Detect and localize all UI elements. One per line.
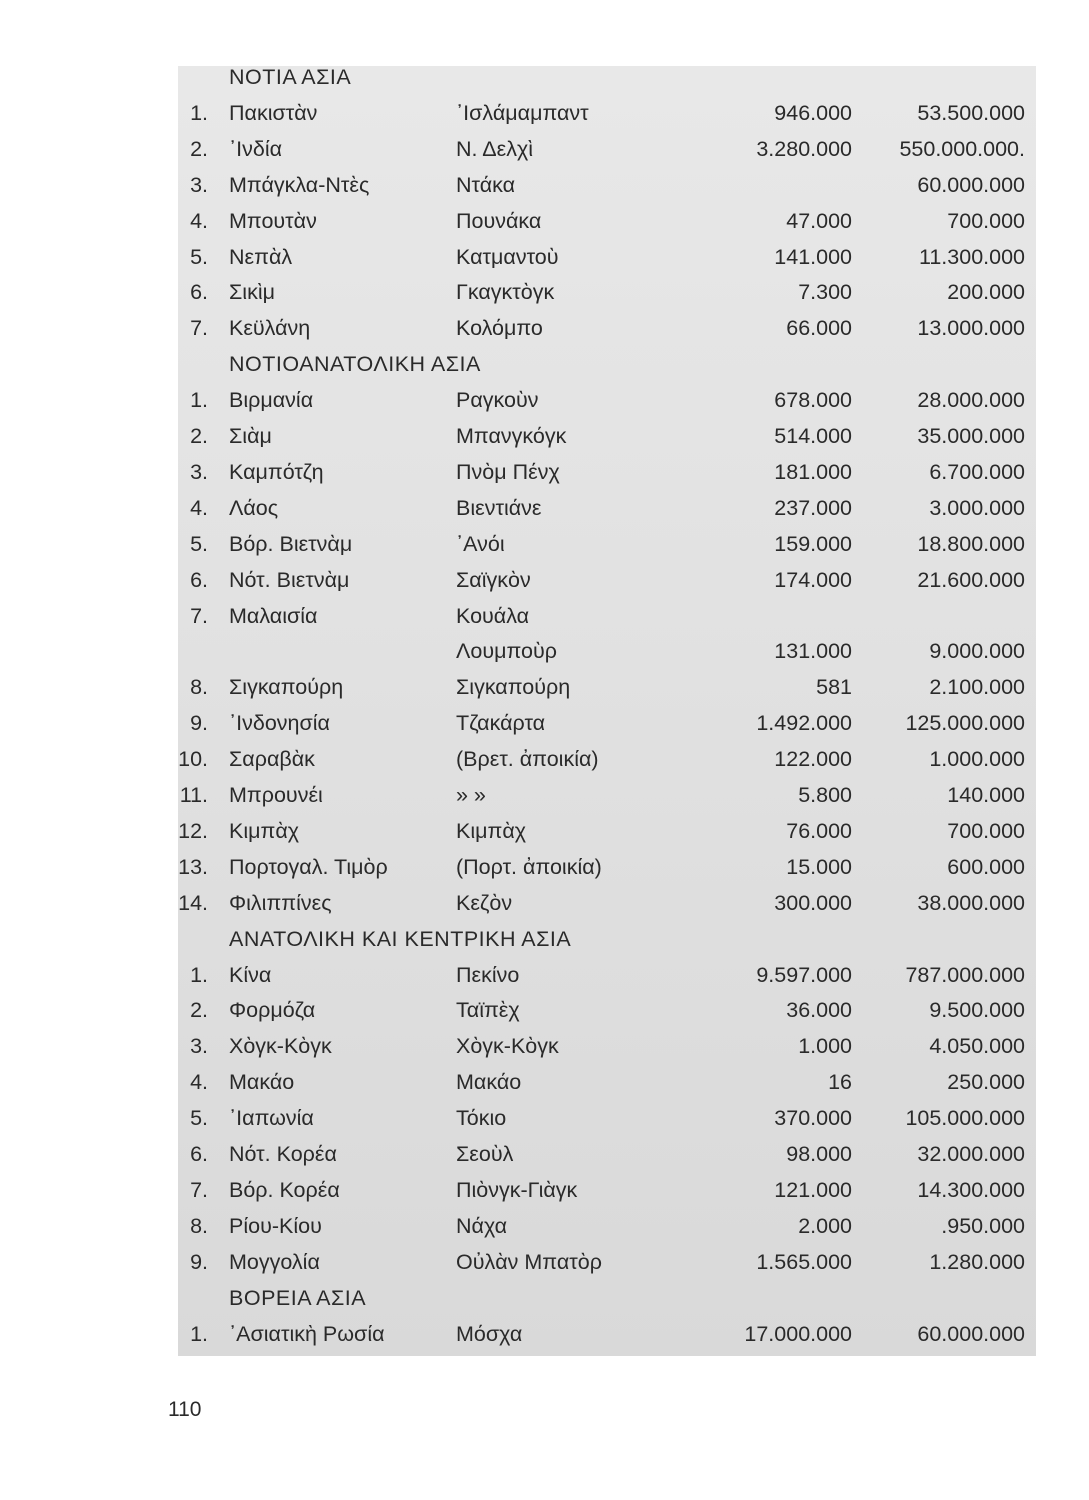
population-value: 21.600.000 bbox=[917, 567, 1025, 592]
capital-city: Μπανγκόγκ bbox=[456, 424, 567, 448]
population-value: 9.500.000 bbox=[929, 998, 1025, 1023]
country-name: ᾿Ινδονησία bbox=[229, 711, 330, 736]
country-name: Μπρουνέι bbox=[229, 783, 323, 807]
capital-city: (Πορτ. ἀποικία) bbox=[456, 854, 602, 879]
country-name: Σιὰμ bbox=[229, 424, 272, 448]
country-name: Φορμόζα bbox=[229, 998, 316, 1023]
area-value: 36.000 bbox=[786, 998, 852, 1023]
country-name: Πακιστὰν bbox=[229, 100, 318, 125]
row-number: 7. bbox=[190, 316, 208, 341]
table-row bbox=[0, 491, 1089, 525]
country-name: Νότ. Βιετνὰμ bbox=[229, 567, 350, 592]
capital-city: Τόκιο bbox=[456, 1106, 507, 1131]
row-number: 6. bbox=[190, 1142, 208, 1166]
capital-city: Ντάκα bbox=[456, 172, 516, 197]
population-value: 787.000.000 bbox=[905, 962, 1025, 987]
area-value: 47.000 bbox=[786, 208, 852, 233]
population-value: 60.000.000 bbox=[917, 172, 1025, 197]
section-header: ΝΟΤΙΑ ΑΣΙΑ bbox=[229, 65, 352, 89]
row-number: 3. bbox=[190, 459, 208, 484]
population-value: 14.300.000 bbox=[917, 1177, 1025, 1202]
country-name: Βιρμανία bbox=[229, 388, 314, 413]
page-number: 110 bbox=[168, 1398, 202, 1421]
row-number: 2. bbox=[190, 136, 208, 161]
population-value: 3.000.000 bbox=[929, 495, 1025, 520]
table-row bbox=[0, 240, 1089, 274]
row-number: 5. bbox=[190, 531, 208, 556]
table-row bbox=[0, 599, 1089, 633]
row-number: 4. bbox=[190, 208, 208, 233]
table-row bbox=[0, 634, 1089, 668]
population-value: 9.000.000 bbox=[929, 639, 1025, 664]
area-value: 181.000 bbox=[774, 459, 852, 484]
capital-city: Πιὸνγκ-Γιὰγκ bbox=[456, 1177, 578, 1202]
area-value: 581 bbox=[816, 675, 852, 700]
population-value: 2.100.000 bbox=[929, 675, 1025, 700]
population-value: 53.500.000 bbox=[917, 100, 1025, 125]
row-number: 4. bbox=[190, 1070, 208, 1095]
population-value: .950.000 bbox=[941, 1213, 1025, 1238]
section-header-row bbox=[0, 60, 1089, 94]
area-value: 300.000 bbox=[774, 890, 852, 915]
table-row bbox=[0, 1101, 1089, 1135]
row-number: 14. bbox=[178, 890, 208, 915]
capital-city: ᾿Ισλάμαμπαντ bbox=[456, 100, 589, 125]
country-name: Φιλιππίνες bbox=[229, 890, 332, 915]
area-value: 98.000 bbox=[786, 1142, 852, 1166]
population-value: 11.300.000 bbox=[918, 244, 1025, 269]
row-number: 1. bbox=[190, 100, 208, 125]
area-value: 1.492.000 bbox=[756, 711, 852, 736]
table-row bbox=[0, 132, 1089, 166]
area-value: 514.000 bbox=[774, 424, 852, 448]
population-value: 1.000.000 bbox=[929, 747, 1025, 772]
population-value: 1.280.000 bbox=[929, 1249, 1025, 1274]
table-row bbox=[0, 204, 1089, 238]
capital-city: Σιγκαπούρη bbox=[456, 675, 571, 700]
row-number: 3. bbox=[190, 172, 208, 197]
table-row bbox=[0, 455, 1089, 489]
population-value: 28.000.000 bbox=[917, 388, 1025, 413]
country-name: Λάος bbox=[229, 495, 279, 520]
table-row bbox=[0, 419, 1089, 453]
row-number: 10. bbox=[178, 747, 208, 772]
country-name: Νότ. Κορέα bbox=[229, 1142, 337, 1166]
row-number: 7. bbox=[190, 603, 208, 628]
table-row bbox=[0, 275, 1089, 309]
row-number: 13. bbox=[178, 854, 208, 879]
country-name: Σαραβὰκ bbox=[229, 747, 315, 772]
section-header: ΝΟΤΙΟΑΝΑΤΟΛΙΚΗ ΑΣΙΑ bbox=[229, 352, 481, 377]
country-name: Μπάγκλα-Ντὲς bbox=[229, 172, 370, 197]
row-number: 9. bbox=[190, 1249, 208, 1274]
row-number: 2. bbox=[190, 998, 208, 1023]
capital-city: Χὸγκ-Κὸγκ bbox=[456, 1034, 559, 1059]
capital-city: Γκαγκτὸγκ bbox=[456, 280, 555, 305]
country-name: ᾿Ασιατικὴ Ρωσία bbox=[229, 1321, 385, 1346]
population-value: 18.800.000 bbox=[917, 531, 1025, 556]
row-number: 4. bbox=[190, 495, 208, 520]
country-name: Νεπὰλ bbox=[229, 244, 293, 269]
area-value: 122.000 bbox=[774, 747, 852, 772]
row-number: 7. bbox=[190, 1177, 208, 1202]
table-row bbox=[0, 168, 1089, 202]
section-header-row bbox=[0, 922, 1089, 956]
table-row bbox=[0, 1317, 1089, 1351]
area-value: 3.280.000 bbox=[756, 136, 852, 161]
table-row bbox=[0, 850, 1089, 884]
area-value: 66.000 bbox=[786, 316, 852, 341]
country-name: Κεϋλάνη bbox=[229, 316, 311, 341]
row-number: 2. bbox=[190, 424, 208, 448]
row-number: 5. bbox=[190, 244, 208, 269]
area-value: 678.000 bbox=[774, 388, 852, 413]
area-value: 946.000 bbox=[774, 100, 852, 125]
capital-city: Μακάο bbox=[456, 1070, 522, 1095]
capital-city: Ν. Δελχὶ bbox=[456, 136, 534, 161]
population-value: 700.000 bbox=[947, 208, 1025, 233]
population-value: 200.000 bbox=[947, 280, 1025, 305]
country-name: Χὸγκ-Κὸγκ bbox=[229, 1034, 332, 1059]
area-value: 237.000 bbox=[774, 495, 852, 520]
capital-city: Μόσχα bbox=[456, 1321, 523, 1346]
capital-city: Ραγκοὺν bbox=[456, 388, 539, 413]
table-row bbox=[0, 814, 1089, 848]
capital-city: Πνὸμ Πένχ bbox=[456, 459, 560, 484]
area-value: 370.000 bbox=[774, 1106, 852, 1131]
table-row bbox=[0, 527, 1089, 561]
capital-city: Λουμποὺρ bbox=[456, 639, 557, 664]
table-row bbox=[0, 670, 1089, 704]
country-name: Κίνα bbox=[229, 962, 272, 987]
section-header-row bbox=[0, 1281, 1089, 1315]
row-number: 6. bbox=[190, 280, 208, 305]
area-value: 2.000 bbox=[798, 1213, 852, 1238]
area-value: 1.565.000 bbox=[756, 1249, 852, 1274]
table-row bbox=[0, 563, 1089, 597]
capital-city: Σεοὺλ bbox=[456, 1142, 514, 1166]
area-value: 159.000 bbox=[774, 531, 852, 556]
area-value: 1.000 bbox=[798, 1034, 852, 1059]
table-row bbox=[0, 1065, 1089, 1099]
section-header-row bbox=[0, 347, 1089, 381]
population-value: 32.000.000 bbox=[917, 1142, 1025, 1166]
table-row bbox=[0, 1245, 1089, 1279]
area-value: 76.000 bbox=[786, 818, 852, 843]
table-row bbox=[0, 311, 1089, 345]
table-row bbox=[0, 96, 1089, 130]
area-value: 15.000 bbox=[786, 854, 852, 879]
area-value: 17.000.000 bbox=[744, 1321, 852, 1346]
population-value: 140.000 bbox=[947, 783, 1025, 807]
capital-city: Σαϊγκὸν bbox=[456, 567, 531, 592]
population-value: 700.000 bbox=[947, 818, 1025, 843]
area-value: 131.000 bbox=[774, 639, 852, 664]
section-header: ΑΝΑΤΟΛΙΚΗ ΚΑΙ ΚΕΝΤΡΙΚΗ ΑΣΙΑ bbox=[229, 926, 572, 951]
capital-city: Κιμπὰχ bbox=[456, 818, 527, 843]
capital-city: (Βρετ. ἀποικία) bbox=[456, 747, 599, 772]
row-number: 1. bbox=[190, 962, 208, 987]
row-number: 9. bbox=[190, 711, 208, 736]
table-row bbox=[0, 742, 1089, 776]
area-value: 5.800 bbox=[798, 783, 852, 807]
table-row bbox=[0, 993, 1089, 1027]
row-number: 8. bbox=[190, 1213, 208, 1238]
capital-city: Νάχα bbox=[456, 1213, 508, 1238]
capital-city: » » bbox=[456, 783, 486, 807]
country-name: Ρίου-Κίου bbox=[229, 1213, 322, 1238]
area-value: 121.000 bbox=[774, 1177, 852, 1202]
population-value: 13.000.000 bbox=[917, 316, 1025, 341]
table-row bbox=[0, 778, 1089, 812]
table-row bbox=[0, 1029, 1089, 1063]
country-name: Βόρ. Κορέα bbox=[229, 1177, 340, 1202]
population-value: 550.000.000. bbox=[899, 136, 1025, 161]
country-name: Μογγολία bbox=[229, 1249, 320, 1274]
section-header: ΒΟΡΕΙΑ ΑΣΙΑ bbox=[229, 1285, 367, 1310]
row-number: 5. bbox=[190, 1106, 208, 1131]
row-number: 8. bbox=[190, 675, 208, 700]
capital-city: Πεκίνο bbox=[456, 962, 520, 987]
population-value: 35.000.000 bbox=[917, 424, 1025, 448]
table-row bbox=[0, 1137, 1089, 1171]
area-value: 141.000 bbox=[774, 244, 852, 269]
country-name: Σικὶμ bbox=[229, 280, 275, 305]
capital-city: Βιεντιάνε bbox=[456, 495, 542, 520]
row-number: 11. bbox=[179, 783, 208, 807]
capital-city: Κολόμπο bbox=[456, 316, 543, 341]
population-value: 250.000 bbox=[947, 1070, 1025, 1095]
table-row bbox=[0, 1209, 1089, 1243]
table-row bbox=[0, 706, 1089, 740]
area-value: 9.597.000 bbox=[756, 962, 852, 987]
country-name: Μακάο bbox=[229, 1070, 295, 1095]
capital-city: Κεζὸν bbox=[456, 890, 513, 915]
row-number: 1. bbox=[190, 1321, 208, 1346]
population-value: 600.000 bbox=[947, 854, 1025, 879]
country-name: Σιγκαπούρη bbox=[229, 675, 344, 700]
country-name: Καμπότζη bbox=[229, 459, 324, 484]
area-value: 7.300 bbox=[798, 280, 852, 305]
capital-city: Οὐλὰν Μπατὸρ bbox=[456, 1249, 602, 1274]
population-value: 125.000.000 bbox=[905, 711, 1025, 736]
table-row bbox=[0, 383, 1089, 417]
table-row bbox=[0, 1173, 1089, 1207]
capital-city: Ταϊπὲχ bbox=[456, 998, 520, 1023]
country-name: Μπουτὰν bbox=[229, 208, 317, 233]
country-name: Μαλαισία bbox=[229, 603, 318, 628]
row-number: 6. bbox=[190, 567, 208, 592]
table-row bbox=[0, 886, 1089, 920]
table-lines bbox=[0, 60, 1089, 1360]
country-name: Κιμπὰχ bbox=[229, 818, 300, 843]
area-value: 16 bbox=[828, 1070, 852, 1095]
country-name: ᾿Ινδία bbox=[229, 136, 283, 161]
population-value: 60.000.000 bbox=[917, 1321, 1025, 1346]
country-name: Βόρ. Βιετνὰμ bbox=[229, 531, 353, 556]
population-value: 38.000.000 bbox=[917, 890, 1025, 915]
population-value: 105.000.000 bbox=[905, 1106, 1025, 1131]
area-value: 174.000 bbox=[774, 567, 852, 592]
country-name: Πορτογαλ. Τιμὸρ bbox=[229, 854, 388, 879]
country-name: ᾿Ιαπωνία bbox=[229, 1106, 314, 1131]
capital-city: Πουνάκα bbox=[456, 208, 542, 233]
population-value: 4.050.000 bbox=[929, 1034, 1025, 1059]
row-number: 1. bbox=[190, 388, 208, 413]
capital-city: ᾿Ανόι bbox=[456, 531, 505, 556]
population-value: 6.700.000 bbox=[929, 459, 1025, 484]
row-number: 12. bbox=[178, 818, 208, 843]
capital-city: Κατμαντοὺ bbox=[456, 244, 559, 269]
capital-city: Κουάλα bbox=[456, 603, 530, 628]
table-row bbox=[0, 958, 1089, 992]
row-number: 3. bbox=[190, 1034, 208, 1059]
capital-city: Τζακάρτα bbox=[456, 711, 546, 736]
